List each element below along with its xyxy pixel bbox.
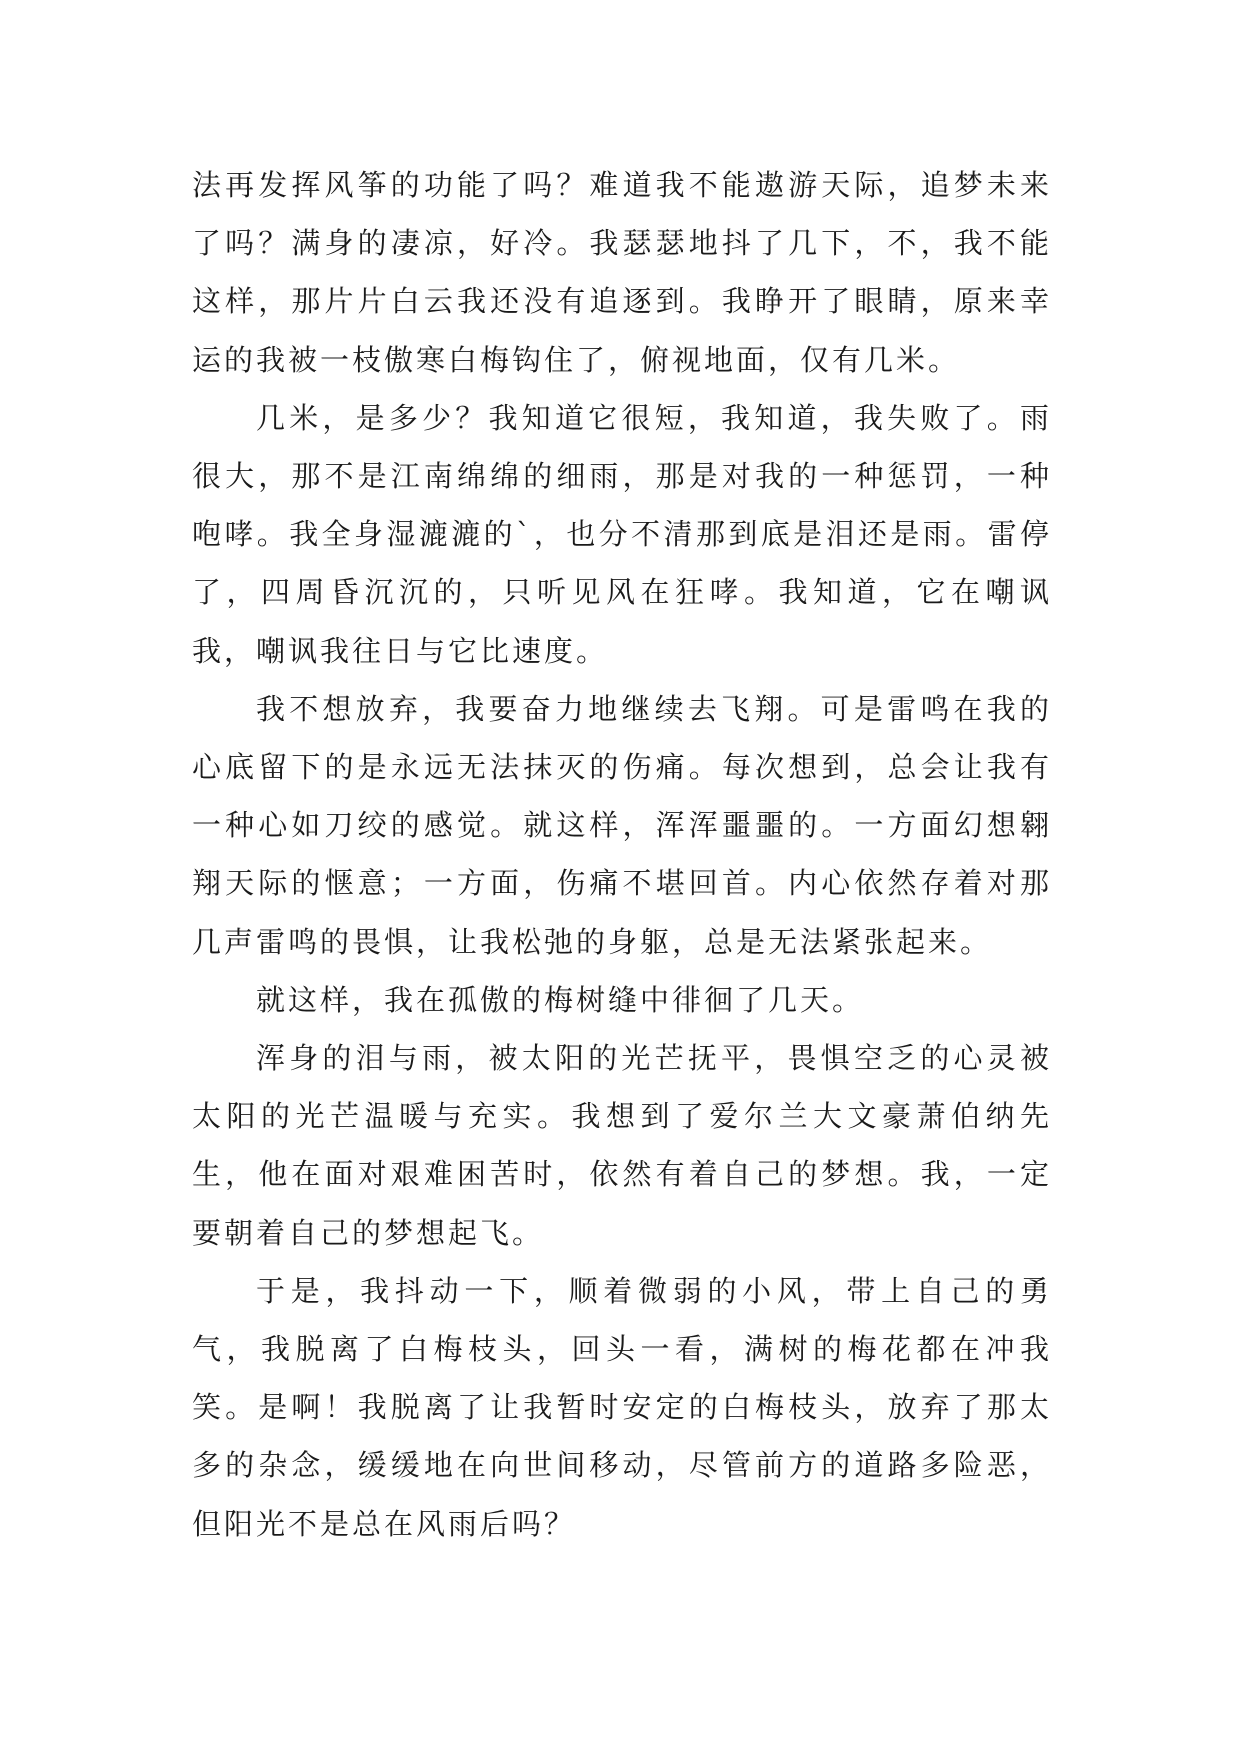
paragraph-6: 于是，我抖动一下，顺着微弱的小风，带上自己的勇气，我脱离了白梅枝头，回头一看，满树的梅花都在冲我笑。是啊！我脱离了让我暂时安定的白梅枝头，放弃了那太多的杂念，缓缓地在向世间移动，尽管前方的道路多险恶，但阳光不是总在风雨后吗？: [192, 1273, 1052, 1541]
paragraph-3: 我不想放弃，我要奋力地继续去飞翔。可是雷鸣在我的心底留下的是永远无法抹灭的伤痛。每次想到，总会让我有一种心如刀绞的感觉。就这样，浑浑噩噩的。一方面幻想翱翔天际的惬意；一方面，伤痛不堪回首。内心依然存着对那几声雷鸣的畏惧，让我松弛的身躯，总是无法紧张起来。: [192, 691, 1052, 959]
article-body: [192, 156, 1052, 1553]
paragraph-1: 法再发挥风筝的功能了吗？难道我不能遨游天际，追梦未来了吗？满身的凄凉，好冷。我瑟瑟地抖了几下，不，我不能这样，那片片白云我还没有追逐到。我睁开了眼睛，原来幸运的我被一枝傲寒白梅钩住了，俯视地面，仅有几米。: [192, 168, 1052, 377]
paragraph-2: 几米，是多少？我知道它很短，我知道，我失败了。雨很大，那不是江南绵绵的细雨，那是对我的一种惩罚，一种咆哮。我全身湿漉漉的`，也分不清那到底是泪还是雨。雷停了，四周昏沉沉的，只听见风在狂哮。我知道，它在嘲讽我，嘲讽我往日与它比速度。: [192, 400, 1052, 668]
paragraph-5: 浑身的泪与雨，被太阳的光芒抚平，畏惧空乏的心灵被太阳的光芒温暖与充实。我想到了爱尔兰大文豪萧伯纳先生，他在面对艰难困苦时，依然有着自己的梦想。我，一定要朝着自己的梦想起飞。: [192, 1041, 1052, 1250]
paragraph-4: 就这样，我在孤傲的梅树缝中徘徊了几天。: [256, 982, 865, 1017]
